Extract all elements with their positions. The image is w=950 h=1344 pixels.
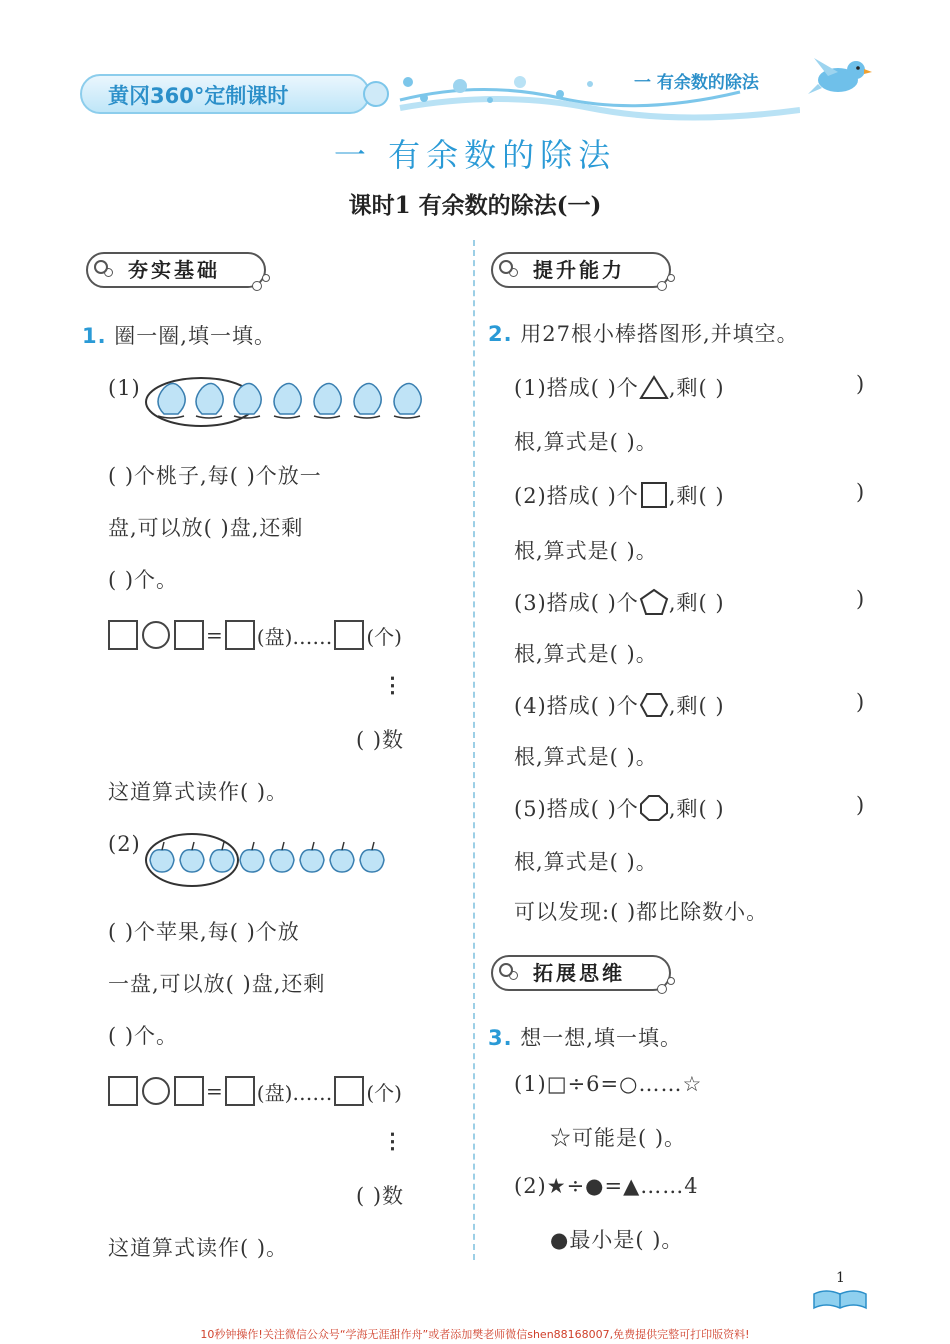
column-divider	[473, 240, 475, 1260]
operator-circle[interactable]	[142, 621, 170, 649]
q2-item-4-formula: 根,算式是( )。	[514, 745, 658, 769]
quotient-box[interactable]	[225, 1076, 255, 1106]
q1-p2-line3: ( )个。	[108, 1024, 179, 1048]
q1-p1-line2: 盘,可以放( )盘,还剩	[108, 516, 304, 540]
q3-p2: (2)★÷●=▲……4	[514, 1174, 699, 1198]
peach-row-image	[144, 372, 444, 428]
q1-p2-dots: ⋮	[382, 1128, 404, 1153]
q1-p1-dots: ⋮	[382, 672, 404, 697]
section-basic-label: 夯实基础	[128, 258, 220, 282]
q3-stem-row	[488, 1022, 682, 1052]
eq-ge-label: (个)	[366, 1080, 402, 1105]
q1-p1-label: (1)	[108, 376, 141, 400]
q3-p1-answer: ☆可能是( )。	[550, 1126, 687, 1150]
remainder-box[interactable]	[334, 620, 364, 650]
square-icon	[639, 481, 669, 509]
q1-p2-read: 这道算式读作( )。	[108, 1236, 289, 1260]
section-basic	[86, 252, 266, 288]
remainder-box[interactable]	[334, 1076, 364, 1106]
unit-title: 一 有余数的除法	[333, 136, 617, 174]
eq-pan-label: (盘)……	[256, 624, 333, 649]
q2-item-3: (3)搭成( )个 ,剩( )	[514, 587, 725, 617]
q2-item-1-formula: 根,算式是( )。	[514, 430, 658, 454]
q2-item-5: (5)搭成( )个 ,剩( )	[514, 793, 725, 823]
q1-p2-shu: ( )数	[356, 1184, 405, 1208]
q2-number: 2.	[488, 322, 513, 346]
q1-p2-equation: = (盘)…… (个)	[108, 1076, 402, 1106]
q1-stem: 圈一圈,填一填。	[114, 324, 276, 348]
footer-notice: 10秒钟操作!关注微信公众号“学海无涯甜作舟”或者添加樊老师微信shen88168007,免费提供完整可打印版资料!	[200, 1328, 750, 1341]
divisor-box[interactable]	[174, 1076, 204, 1106]
q1-p1-line1: ( )个桃子,每( )个放一	[108, 464, 322, 488]
pentagon-icon	[639, 588, 669, 616]
dividend-box[interactable]	[108, 620, 138, 650]
q2-item-1: (1)搭成( )个 ,剩( )	[514, 376, 725, 400]
lesson-title: 课时1 有余数的除法(一)	[348, 192, 602, 219]
eq-ge-label: (个)	[366, 624, 402, 649]
q2-item-5-close: )	[856, 793, 866, 817]
q2-discover: 可以发现:( )都比除数小。	[514, 900, 769, 924]
q2-item-1-close: )	[856, 372, 866, 396]
q3-p1: (1)□÷6=○……☆	[514, 1072, 703, 1096]
eq-pan-label: (盘)……	[256, 1080, 333, 1105]
q2-item-4: (4)搭成( )个 ,剩( )	[514, 690, 725, 720]
q1-p2-line2: 一盘,可以放( )盘,还剩	[108, 972, 326, 996]
q2-item-2-formula: 根,算式是( )。	[514, 539, 658, 563]
series-badge: 黄冈360°定制课时	[80, 74, 370, 114]
page-number: 1	[836, 1270, 845, 1286]
section-expand-label: 拓展思维	[533, 961, 625, 985]
section-expand	[491, 955, 671, 991]
apple-row-image	[144, 830, 394, 888]
q1-number: 1.	[82, 324, 107, 348]
hexagon-icon	[639, 691, 669, 719]
q2-item-5-formula: 根,算式是( )。	[514, 850, 658, 874]
q1-p1-shu: ( )数	[356, 728, 405, 752]
bird-icon	[808, 54, 872, 100]
dividend-box[interactable]	[108, 1076, 138, 1106]
q2-stem: 用27根小棒搭图形,并填空。	[520, 322, 799, 346]
q3-p2-answer: ●最小是( )。	[550, 1228, 684, 1252]
q1-p1-equation: = (盘)…… (个)	[108, 620, 402, 650]
q1-p1-line3: ( )个。	[108, 568, 179, 592]
quotient-box[interactable]	[225, 620, 255, 650]
q2-item-3-formula: 根,算式是( )。	[514, 642, 658, 666]
octagon-icon	[639, 794, 669, 822]
q1-p2-label: (2)	[108, 832, 141, 856]
q2-item-2: (2)搭成( )个 ,剩( )	[514, 480, 725, 510]
section-ability-label: 提升能力	[533, 258, 625, 282]
triangle-icon	[639, 374, 669, 400]
q3-stem: 想一想,填一填。	[520, 1026, 682, 1050]
q2-item-3-close: )	[856, 587, 866, 611]
q2-item-2-close: )	[856, 480, 866, 504]
operator-circle[interactable]	[142, 1077, 170, 1105]
q1-stem-row	[82, 320, 276, 350]
q1-p1-read: 这道算式读作( )。	[108, 780, 289, 804]
book-icon	[812, 1286, 868, 1312]
q3-number: 3.	[488, 1026, 513, 1050]
running-title: 一 有余数的除法	[634, 73, 759, 93]
q2-item-4-close: )	[856, 690, 866, 714]
section-ability	[491, 252, 671, 288]
divisor-box[interactable]	[174, 620, 204, 650]
q1-p2-line1: ( )个苹果,每( )个放	[108, 920, 300, 944]
q2-stem-row	[488, 318, 799, 348]
